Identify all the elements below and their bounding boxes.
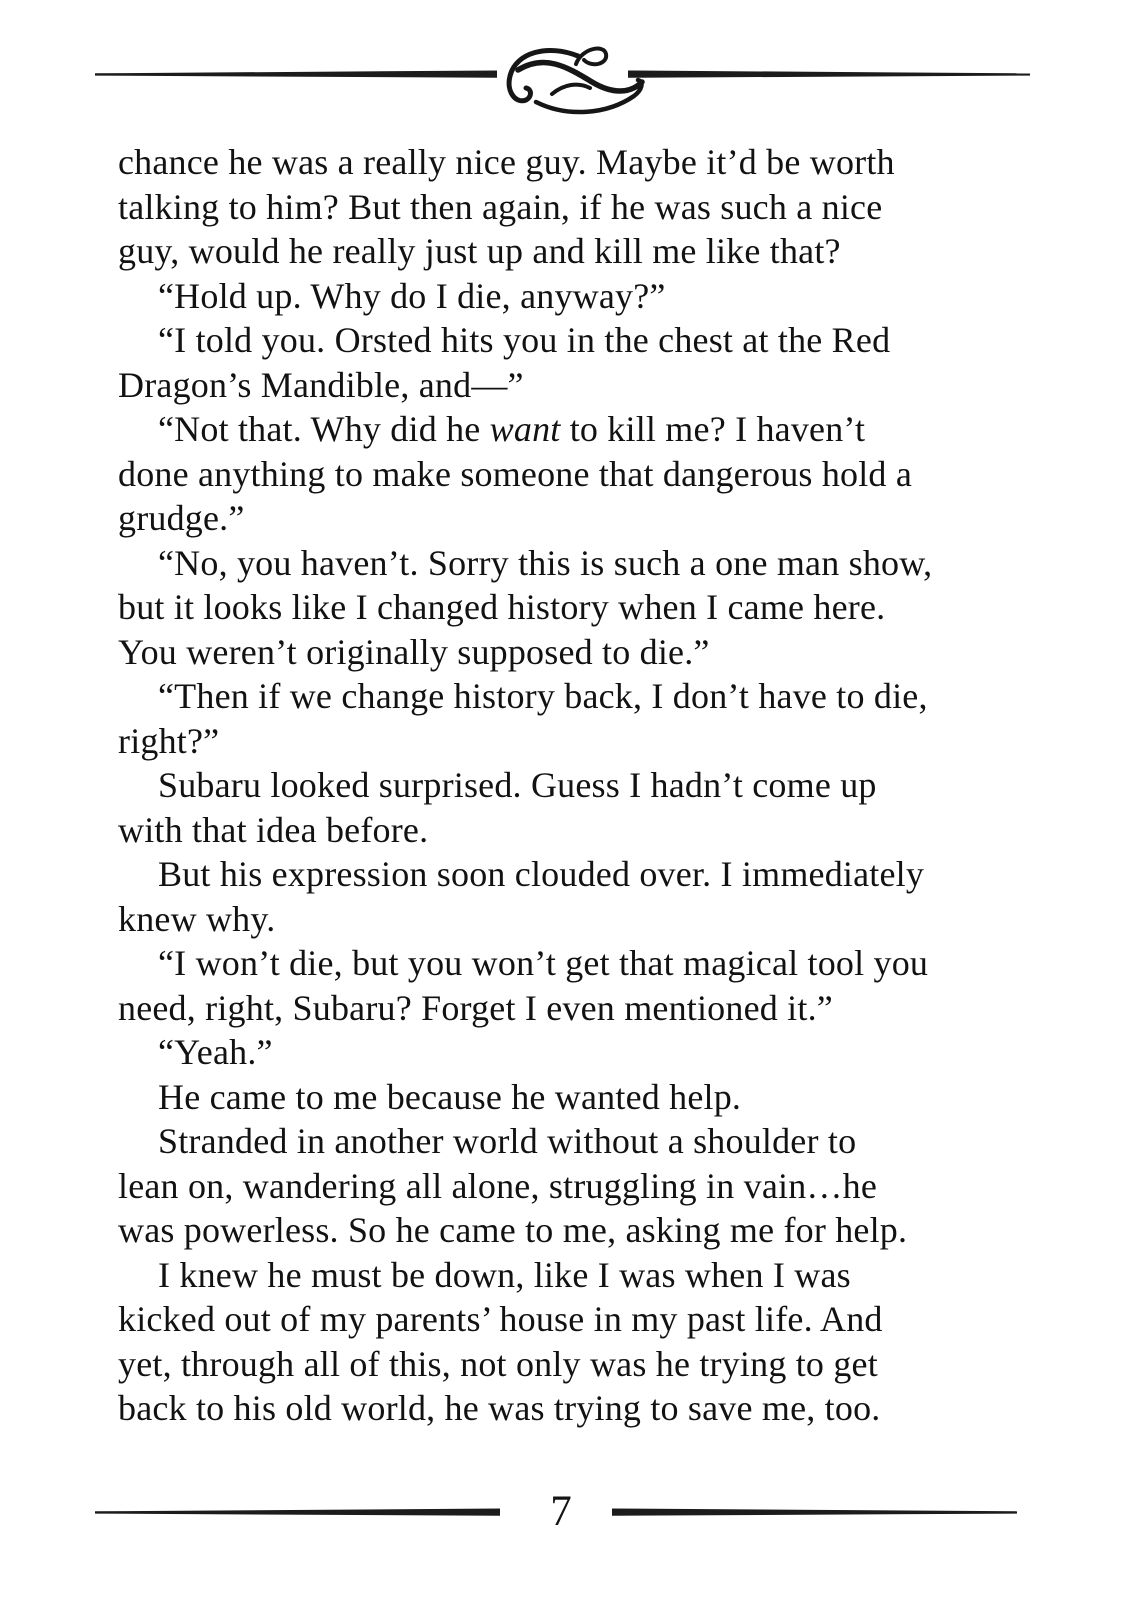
page-number: 7: [550, 1488, 572, 1535]
paragraph: He came to me because he wanted help.: [158, 1076, 742, 1117]
paragraph: “I told you. Orsted hits you in the chest at the Red Dragon’s Mandible, and—”: [118, 320, 891, 405]
header-rule-right: [628, 71, 1030, 78]
paragraph: “No, you haven’t. Sorry this is such a one man show, but it looks like I changed history when I came here. You weren’t originally supposed to die.”: [118, 542, 933, 672]
paragraph: “Hold up. Why do I die, anyway?”: [158, 275, 666, 316]
paragraph: Stranded in another world without a shoulder to lean on, wandering all alone, struggling in vain…he was powerless. So he came to me, asking me for help.: [118, 1121, 908, 1250]
paragraph: “Yeah.”: [158, 1032, 273, 1072]
paragraph: Subaru looked surprised. Guess I hadn’t come up with that idea before.: [118, 765, 877, 850]
paragraph: chance he was a really nice guy. Maybe it’d be worth talking to him? But then again, if he was such a nice guy, would he really just up and kill me like that?: [118, 142, 895, 271]
paragraph: “Then if we change history back, I don’t have to die, right?”: [118, 676, 928, 761]
paragraph: But his expression soon clouded over. I immediately knew why.: [118, 854, 925, 939]
paragraph: I knew he must be down, like I was when I was kicked out of my parents’ house in my past life. And yet, through all of this, not only was he trying to get back to his old world, he was trying to save me, too.: [118, 1254, 883, 1428]
paragraph: “Not that. Why did he want to kill me? I haven’t done anything to make someone that dangerous hold a grudge.”: [118, 409, 913, 538]
flourish-ornament: [509, 49, 642, 112]
header-rule-left: [95, 71, 497, 78]
paragraph: “I won’t die, but you won’t get that magical tool you need, right, Subaru? Forget I even mentioned it.”: [118, 943, 929, 1028]
body-text: [118, 140, 1028, 1431]
